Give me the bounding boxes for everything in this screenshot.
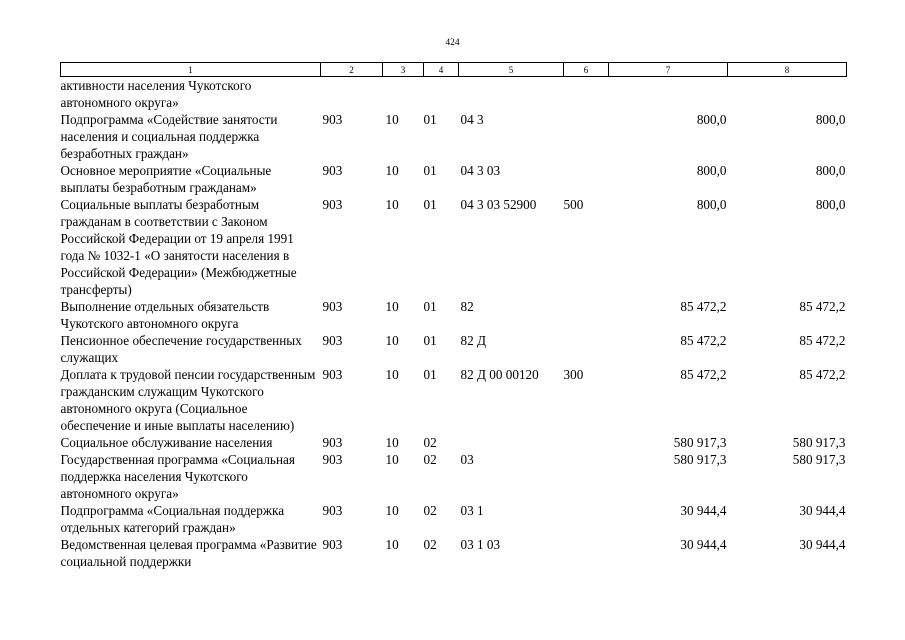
row-expense-type — [564, 111, 609, 162]
row-name: Социальное обслуживание населения — [60, 435, 273, 450]
row-admin-code: 903 — [322, 299, 343, 314]
column-header: 1 — [61, 63, 321, 77]
row-amount-year-1: 85 472,2 — [680, 333, 727, 348]
row-section: 10 — [385, 367, 399, 382]
row-amount-year-2: 85 472,2 — [799, 333, 846, 348]
row-subsection: 01 — [423, 299, 437, 314]
table-row — [61, 111, 847, 162]
row-subsection: 01 — [423, 112, 437, 127]
row-expense-type — [564, 162, 609, 196]
table-row — [61, 77, 847, 112]
row-subsection: 02 — [423, 452, 437, 467]
row-subsection: 02 — [423, 537, 437, 552]
row-target-article: 03 — [460, 452, 474, 467]
row-amount-year-1: 580 917,3 — [673, 435, 727, 450]
row-amount-year-2: 580 917,3 — [792, 452, 846, 467]
row-amount-year-2: 800,0 — [815, 197, 846, 212]
budget-table — [60, 62, 847, 570]
row-target-article: 82 — [460, 299, 474, 314]
row-target-article: 82 Д 00 00120 — [460, 367, 539, 382]
column-header: 8 — [728, 63, 847, 77]
row-expense-type — [564, 298, 609, 332]
table-row — [61, 332, 847, 366]
column-header: 2 — [321, 63, 383, 77]
row-subsection: 01 — [423, 163, 437, 178]
column-header: 5 — [459, 63, 564, 77]
table-row — [61, 434, 847, 451]
row-amount-year-2: 800,0 — [815, 112, 846, 127]
row-expense-type — [564, 502, 609, 536]
row-expense-type — [564, 434, 609, 451]
row-admin-code: 903 — [322, 197, 343, 212]
row-target-article: 04 3 03 52900 — [460, 197, 537, 212]
row-target-article: 03 1 — [460, 503, 484, 518]
row-admin-code: 903 — [322, 537, 343, 552]
row-amount-year-1: 30 944,4 — [680, 537, 727, 552]
row-target-article — [459, 434, 564, 451]
row-expense-type — [564, 77, 609, 112]
page-number: 424 — [445, 38, 460, 48]
row-name: активности населения Чукотского автономного округа» — [60, 78, 252, 110]
row-amount-year-2: 30 944,4 — [799, 503, 846, 518]
row-amount-year-1: 85 472,2 — [680, 299, 727, 314]
row-amount-year-2 — [728, 77, 847, 112]
table-row — [61, 196, 847, 298]
row-expense-type — [564, 332, 609, 366]
row-admin-code — [321, 77, 383, 112]
row-admin-code: 903 — [322, 503, 343, 518]
table-row — [61, 162, 847, 196]
row-target-article: 04 3 03 — [460, 163, 501, 178]
row-section: 10 — [385, 452, 399, 467]
row-amount-year-1: 800,0 — [696, 197, 727, 212]
column-header: 6 — [564, 63, 609, 77]
row-section: 10 — [385, 435, 399, 450]
row-name: Пенсионное обеспечение государственных служащих — [60, 333, 302, 365]
row-subsection: 02 — [423, 435, 437, 450]
row-admin-code: 903 — [322, 367, 343, 382]
row-target-article — [459, 77, 564, 112]
column-header: 7 — [609, 63, 728, 77]
column-header: 3 — [383, 63, 424, 77]
row-amount-year-2: 30 944,4 — [799, 537, 846, 552]
row-amount-year-1: 800,0 — [696, 163, 727, 178]
row-admin-code: 903 — [322, 452, 343, 467]
row-expense-type — [564, 451, 609, 502]
column-number-header-row — [61, 63, 847, 77]
row-section: 10 — [385, 112, 399, 127]
row-name: Подпрограмма «Содействие занятости населения и социальная поддержка безработных граждан» — [60, 112, 278, 161]
row-subsection — [424, 77, 459, 112]
row-name: Основное мероприятие «Социальные выплаты безработным гражданам» — [60, 163, 272, 195]
row-subsection: 01 — [423, 367, 437, 382]
row-expense-type: 500 — [563, 197, 584, 212]
row-amount-year-2: 85 472,2 — [799, 367, 846, 382]
row-name: Государственная программа «Социальная поддержка населения Чукотского автономного округа» — [60, 452, 295, 501]
row-expense-type — [564, 536, 609, 570]
row-section: 10 — [385, 333, 399, 348]
row-section: 10 — [385, 503, 399, 518]
row-section: 10 — [385, 299, 399, 314]
row-expense-type: 300 — [563, 367, 584, 382]
row-section: 10 — [385, 197, 399, 212]
row-amount-year-1: 580 917,3 — [673, 452, 727, 467]
table-row — [61, 536, 847, 570]
row-name: Ведомственная целевая программа «Развитие социальной поддержки — [60, 537, 317, 569]
row-admin-code: 903 — [322, 112, 343, 127]
row-admin-code: 903 — [322, 333, 343, 348]
row-section — [383, 77, 424, 112]
row-amount-year-1: 800,0 — [696, 112, 727, 127]
row-amount-year-2: 85 472,2 — [799, 299, 846, 314]
row-target-article: 03 1 03 — [460, 537, 501, 552]
row-target-article: 82 Д — [460, 333, 486, 348]
row-target-article: 04 3 — [460, 112, 484, 127]
row-admin-code: 903 — [322, 163, 343, 178]
row-admin-code: 903 — [322, 435, 343, 450]
table-row — [61, 502, 847, 536]
row-name: Доплата к трудовой пенсии государственным гражданским служащим Чукотского автономного округа (Социальное обеспечение и иные выплаты населению) — [60, 367, 316, 433]
row-amount-year-1: 30 944,4 — [680, 503, 727, 518]
row-section: 10 — [385, 163, 399, 178]
row-amount-year-2: 580 917,3 — [792, 435, 846, 450]
row-name: Подпрограмма «Социальная поддержка отдельных категорий граждан» — [60, 503, 285, 535]
row-amount-year-1 — [609, 77, 728, 112]
row-section: 10 — [385, 537, 399, 552]
column-header: 4 — [424, 63, 459, 77]
table-row — [61, 366, 847, 434]
row-subsection: 01 — [423, 197, 437, 212]
row-amount-year-2: 800,0 — [815, 163, 846, 178]
row-amount-year-1: 85 472,2 — [680, 367, 727, 382]
row-name: Выполнение отдельных обязательств Чукотского автономного округа — [60, 299, 270, 331]
row-subsection: 02 — [423, 503, 437, 518]
table-row — [61, 451, 847, 502]
table-row — [61, 298, 847, 332]
row-subsection: 01 — [423, 333, 437, 348]
row-name: Социальные выплаты безработным гражданам в соответствии с Законом Российской Федерации от 19 апреля 1991 года № 1032-1 «О занятости населения в Российской Федерации» (Межбюджетные трансферты) — [60, 197, 297, 297]
